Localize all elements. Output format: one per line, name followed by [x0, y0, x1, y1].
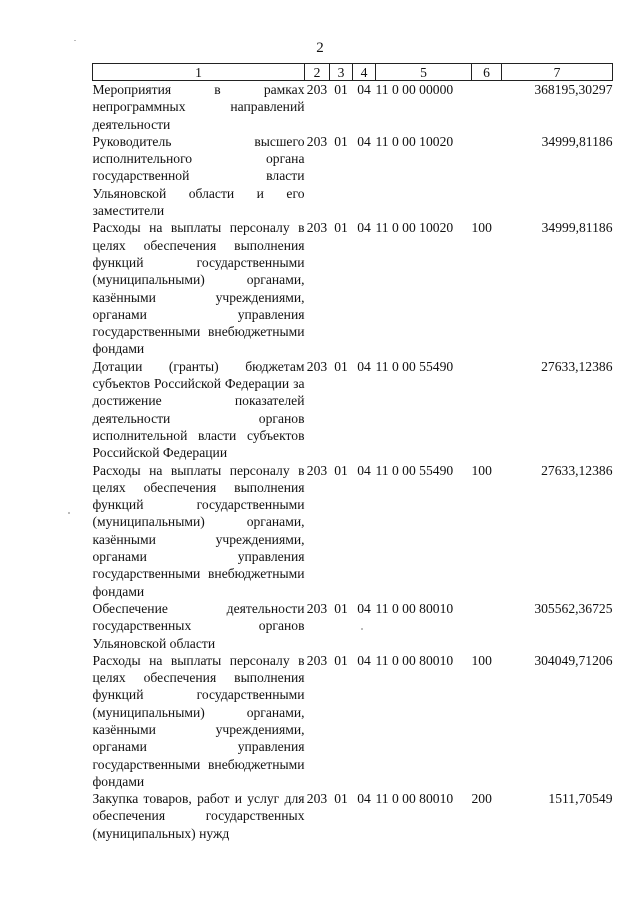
- row-name: Расходы на выплаты персоналу в целях обеспечения выполнения функций государственными (муниципальными) органами, казёнными учреждениями, органами управления государственными внебюджетными фондами: [92, 462, 305, 599]
- row-sum: 304049,71206: [534, 652, 613, 668]
- row-csr: 11 0 00 10020: [375, 220, 454, 236]
- row-rz: 01: [334, 220, 348, 236]
- row-gr: 203: [306, 220, 328, 236]
- table-row: [93, 81, 613, 133]
- row-pr: 04: [357, 462, 371, 478]
- row-rz: 01: [334, 652, 348, 668]
- row-vr: 100: [471, 462, 492, 478]
- row-gr: 203: [306, 82, 328, 97]
- header-col-4: 4: [353, 64, 376, 81]
- row-csr: 11 0 00 10020: [375, 133, 454, 149]
- row-pr: 04: [357, 652, 371, 668]
- row-csr: 11 0 00 55490: [375, 462, 454, 478]
- row-pr: 04: [357, 133, 371, 149]
- row-gr: 203: [306, 791, 328, 807]
- row-gr: 203: [306, 600, 328, 616]
- row-csr: 11 0 00 80010: [375, 652, 454, 668]
- row-vr: [472, 81, 502, 133]
- row-vr: 100: [471, 220, 492, 236]
- scan-speck: [361, 628, 363, 630]
- row-gr: 203: [306, 462, 328, 478]
- table-row: [93, 358, 613, 462]
- row-pr: 04: [357, 600, 371, 616]
- row-vr: 100: [471, 652, 492, 668]
- header-col-6: 6: [472, 64, 502, 81]
- row-vr: [472, 133, 502, 219]
- row-name: Дотации (гранты) бюджетам субъектов Российской Федерации за достижение показателей деятельности органов исполнительной власти субъектов Российской Федерации: [92, 358, 305, 461]
- row-name: Мероприятия в рамках непрограммных направлений деятельности: [92, 82, 305, 132]
- budget-table: [92, 63, 613, 842]
- row-vr: [472, 600, 502, 652]
- header-col-1: 1: [93, 64, 305, 81]
- table-row: [93, 600, 613, 652]
- header-col-2: 2: [305, 64, 330, 81]
- row-csr: 11 0 00 80010: [375, 791, 454, 807]
- row-rz: 01: [334, 82, 348, 97]
- row-vr: 200: [471, 791, 492, 807]
- header-col-3: 3: [330, 64, 353, 81]
- header-col-7: 7: [502, 64, 613, 81]
- table-row: [93, 219, 613, 357]
- table-row: [93, 652, 613, 790]
- row-sum: 305562,36725: [534, 600, 613, 616]
- table-row: [93, 462, 613, 600]
- page-number: 2: [316, 40, 324, 56]
- row-rz: 01: [334, 600, 348, 616]
- row-gr: 203: [306, 652, 328, 668]
- row-rz: 01: [334, 358, 348, 374]
- scan-speck: [68, 512, 70, 514]
- row-pr: 04: [357, 82, 371, 97]
- table-row: [93, 790, 613, 842]
- table-row: [93, 133, 613, 219]
- row-csr: 11 0 00 00000: [375, 82, 454, 97]
- row-rz: 01: [334, 462, 348, 478]
- row-csr: 11 0 00 55490: [375, 358, 454, 374]
- row-name: Руководитель высшего исполнительного органа государственной власти Ульяновской области и его заместители: [92, 133, 305, 219]
- row-csr: 11 0 00 80010: [375, 600, 454, 616]
- row-sum: 27633,12386: [541, 358, 613, 374]
- row-vr: [472, 358, 502, 462]
- row-pr: 04: [357, 220, 371, 236]
- row-gr: 203: [306, 358, 328, 374]
- table-header-row: [93, 64, 613, 81]
- row-sum: 1511,70549: [548, 791, 613, 807]
- row-pr: 04: [357, 791, 371, 807]
- row-name: Обеспечение деятельности государственных органов Ульяновской области: [92, 600, 305, 651]
- row-sum: 34999,81186: [541, 133, 613, 149]
- row-pr: 04: [357, 358, 371, 374]
- row-name: Расходы на выплаты персоналу в целях обеспечения выполнения функций государственными (муниципальными) органами, казёнными учреждениями, органами управления государственными внебюджетными фондами: [92, 220, 305, 357]
- row-gr: 203: [306, 133, 328, 149]
- row-sum: 27633,12386: [541, 462, 613, 478]
- row-rz: 01: [334, 791, 348, 807]
- row-name: Расходы на выплаты персоналу в целях обеспечения выполнения функций государственными (муниципальными) органами, казёнными учреждениями, органами управления государственными внебюджетными фондами: [92, 652, 305, 789]
- scan-speck: [74, 40, 76, 41]
- row-sum: 368195,30297: [534, 82, 613, 97]
- row-sum: 34999,81186: [541, 220, 613, 236]
- row-rz: 01: [334, 133, 348, 149]
- header-col-5: 5: [376, 64, 472, 81]
- row-name: Закупка товаров, работ и услуг для обеспечения государственных (муниципальных) нужд: [92, 791, 305, 841]
